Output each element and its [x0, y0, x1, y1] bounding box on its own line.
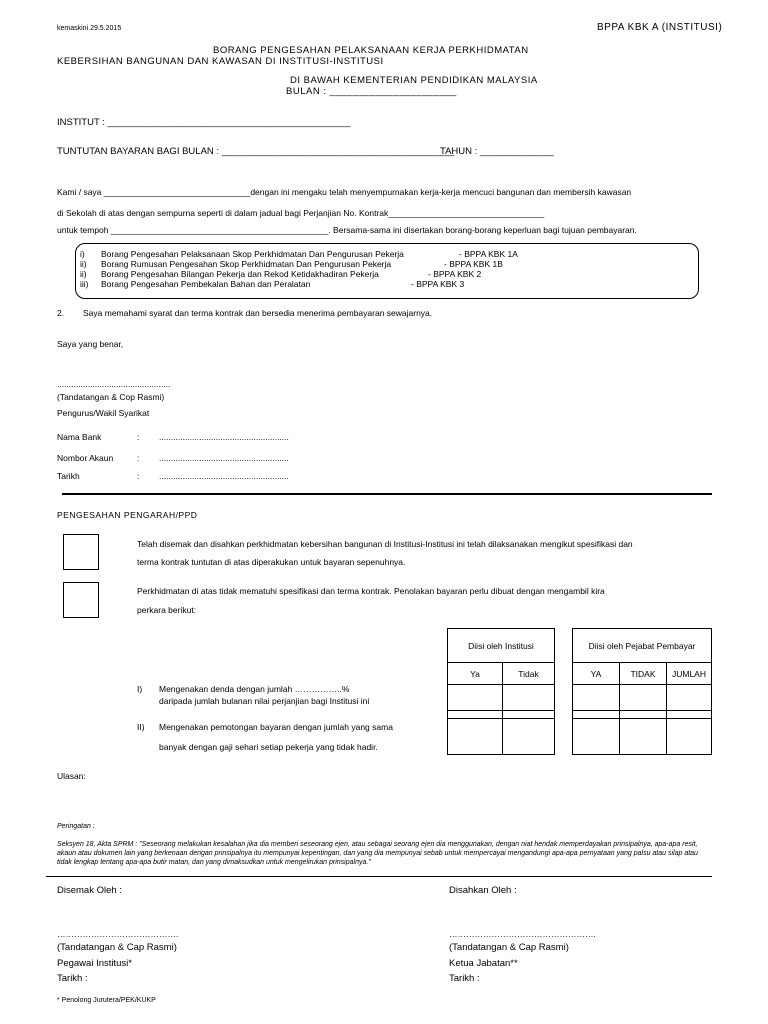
agreement-text: Saya memahami syarat dan terma kontrak dan bersedia menerima pembayaran sewajarnya.: [83, 308, 433, 318]
reject-text-line2: perkara berikut:: [137, 605, 197, 615]
table-cell[interactable]: [503, 711, 555, 719]
attachment-code: - BPPA KBK 2: [428, 269, 482, 279]
attachment-num: ii): [80, 259, 87, 269]
attachment-num: iii): [80, 279, 89, 289]
deduction-item-line1: Mengenakan pemotongan bayaran dengan jumlah yang sama: [159, 722, 393, 732]
year-field[interactable]: TAHUN : ______________: [440, 146, 554, 157]
table-cell[interactable]: [448, 719, 503, 755]
table-cell[interactable]: [667, 685, 712, 711]
institution-table-header: Diisi oleh Institusi: [448, 629, 555, 663]
attachment-num: i): [80, 249, 85, 259]
remarks-label: Ulasan:: [57, 771, 86, 781]
penalty-item-line1: Mengenakan denda dengan jumlah ……………..%: [159, 684, 350, 694]
payer-table-header: Diisi oleh Pejabat Pembayar: [573, 629, 712, 663]
agreement-number: 2.: [57, 308, 65, 318]
table-cell[interactable]: [503, 685, 555, 711]
payer-col-yes: YA: [573, 663, 620, 685]
table-cell[interactable]: [667, 711, 712, 719]
form-title-line2: KEBERSIHAN BANGUNAN DAN KAWASAN DI INSTITUSI-INSTITUSI: [57, 56, 384, 67]
payer-col-total: JUMLAH: [667, 663, 712, 685]
institution-col-yes: Ya: [448, 663, 503, 685]
attachment-label: Borang Rumusan Pengesahan Skop Perkhidmatan Dan Pengurusan Pekerja: [101, 259, 392, 269]
deduction-item-number: II): [137, 722, 145, 732]
date-field[interactable]: .......................................................: [159, 471, 289, 481]
declaration-line2: di Sekolah di atas dengan sempurna seperti di dalam jadual bagi Perjanjian No. Kontrak_________________________________: [57, 208, 545, 218]
reject-text-line1: Perkhidmatan di atas tidak mematuhi spesifikasi dan terma kontrak. Penolakan bayaran perlu dibuat dengan mengambil kira: [137, 586, 605, 596]
bank-name-label: Nama Bank: [57, 432, 102, 442]
institut-field[interactable]: INSTITUT : ______________________________________________: [57, 117, 351, 128]
update-date: kemaskini 29.5.2015: [57, 25, 122, 32]
approve-checkbox[interactable]: [63, 534, 99, 570]
footnote: * Penolong Jurutera/PEK/KUKP: [57, 997, 156, 1004]
penalty-item-line2: daripada jumlah bulanan nilai perjanjian bagi Institusi ini: [159, 696, 370, 706]
bank-name-field[interactable]: .......................................................: [159, 432, 289, 442]
signatory-role: Pengurus/Wakil Syarikat: [57, 408, 150, 418]
approve-text-line1: Telah disemak dan disahkan perkhidmatan kebersihan bangunan di Institusi-Institusi ini telah dilaksanakan mengikut spesifikasi dan: [137, 539, 633, 549]
checker-stamp-caption: (Tandatangan & Cap Rasmi): [57, 942, 177, 953]
checker-date-label: Tarikh :: [57, 973, 88, 984]
approve-text-line2: terma kontrak tuntutan di atas diperakukan untuk bayaran sepenuhnya.: [137, 557, 406, 567]
approver-role: Ketua Jabatan**: [449, 958, 518, 969]
month-field[interactable]: BULAN : ______________________: [286, 86, 457, 97]
attachment-label: Borang Pengesahan Pelaksanaan Skop Perkhidmatan Dan Pengurusan Pekerja: [101, 249, 404, 259]
claim-month-field[interactable]: TUNTUTAN BAYARAN BAGI BULAN : ____________________________________________: [57, 146, 455, 157]
approver-stamp-caption: (Tandatangan & Cap Rasmi): [449, 942, 569, 953]
declaration-line3: untuk tempoh ______________________________________________. Bersama-sama ini disertakan borang-borang keperluan bagi tujuan pembayaran.: [57, 225, 637, 235]
table-cell[interactable]: [620, 711, 667, 719]
reject-checkbox[interactable]: [63, 582, 99, 618]
penalty-item-number: I): [137, 684, 143, 694]
payer-col-no: TIDAK: [620, 663, 667, 685]
approver-date-label: Tarikh :: [449, 973, 480, 984]
approver-signature-line[interactable]: …………………………………………….: [449, 929, 596, 939]
officer-section-heading: PENGESAHAN PENGARAH/PPD: [57, 510, 198, 520]
field-colon: :: [137, 432, 140, 442]
section-divider: [62, 493, 712, 495]
institution-col-no: Tidak: [503, 663, 555, 685]
table-cell[interactable]: [620, 685, 667, 711]
institution-table: [447, 628, 555, 755]
table-cell[interactable]: [620, 719, 667, 755]
form-title-line1: BORANG PENGESAHAN PELAKSANAAN KERJA PERKHIDMATAN: [213, 45, 529, 56]
table-cell[interactable]: [503, 719, 555, 755]
checked-by-label: Disemak Oleh :: [57, 885, 122, 896]
payer-office-table: [572, 628, 712, 755]
table-cell[interactable]: [448, 685, 503, 711]
field-colon: :: [137, 471, 140, 481]
attachment-code: - BPPA KBK 1A: [459, 249, 518, 259]
date-label: Tarikh: [57, 471, 80, 481]
table-cell[interactable]: [573, 711, 620, 719]
signature-caption: (Tandatangan & Cop Rasmi): [57, 392, 165, 402]
account-number-field[interactable]: .......................................................: [159, 453, 289, 463]
table-cell[interactable]: [448, 711, 503, 719]
form-code: BPPA KBK A (INSTITUSI): [597, 22, 723, 33]
warning-label: Peringatan :: [57, 823, 95, 830]
checker-signature-line[interactable]: …………………………………….: [57, 929, 179, 939]
attachment-num: ii): [80, 269, 87, 279]
approved-by-label: Disahkan Oleh :: [449, 885, 517, 896]
closing-phrase: Saya yang benar,: [57, 339, 124, 349]
form-title-line3: DI BAWAH KEMENTERIAN PENDIDIKAN MALAYSIA: [290, 75, 538, 86]
attachment-label: Borang Pengesahan Bilangan Pekerja dan Rekod Ketidakhadiran Pekerja: [101, 269, 379, 279]
checker-role: Pegawai Institusi*: [57, 958, 132, 969]
table-cell[interactable]: [667, 719, 712, 755]
warning-text: Seksyen 18, Akta SPRM : "Seseorang melakukan kesalahan jika dia memberi seseorang ejen, atau sebagai seorang ejen dia menggunakan, dengan niat hendak memperdayakan prinsipalnya, apa-apa resit, akaun atau dokumen lain yang berkenaan dengan prinsipalnya itu mempunyai kepentingan, dan yang dia mempunyai sebab untuk mempercayai mengandungi apa-apa pernyataan yang palsu atau silap atau tidak lengkap tentang apa-apa butir matan, dan yang dimaksudkan untuk mengelirukan prinsipalnya.": [57, 841, 698, 866]
table-cell[interactable]: [573, 685, 620, 711]
declaration-line1: Kami / saya _______________________________dengan ini mengaku telah menyempurnakan kerja-kerja mencuci bangunan dan membersih kawasan: [57, 187, 632, 197]
attachment-code: - BPPA KBK 3: [411, 279, 465, 289]
signature-line[interactable]: ................................................: [57, 379, 171, 389]
footer-divider: [46, 876, 712, 877]
account-number-label: Nombor Akaun: [57, 453, 114, 463]
attachment-label: Borang Pengesahan Pembekalan Bahan dan Peralatan: [101, 279, 311, 289]
attachment-code: - BPPA KBK 1B: [444, 259, 503, 269]
deduction-item-line2: banyak dengan gaji sehari setiap pekerja yang tidak hadir.: [159, 742, 378, 752]
field-colon: :: [137, 453, 140, 463]
table-cell[interactable]: [573, 719, 620, 755]
